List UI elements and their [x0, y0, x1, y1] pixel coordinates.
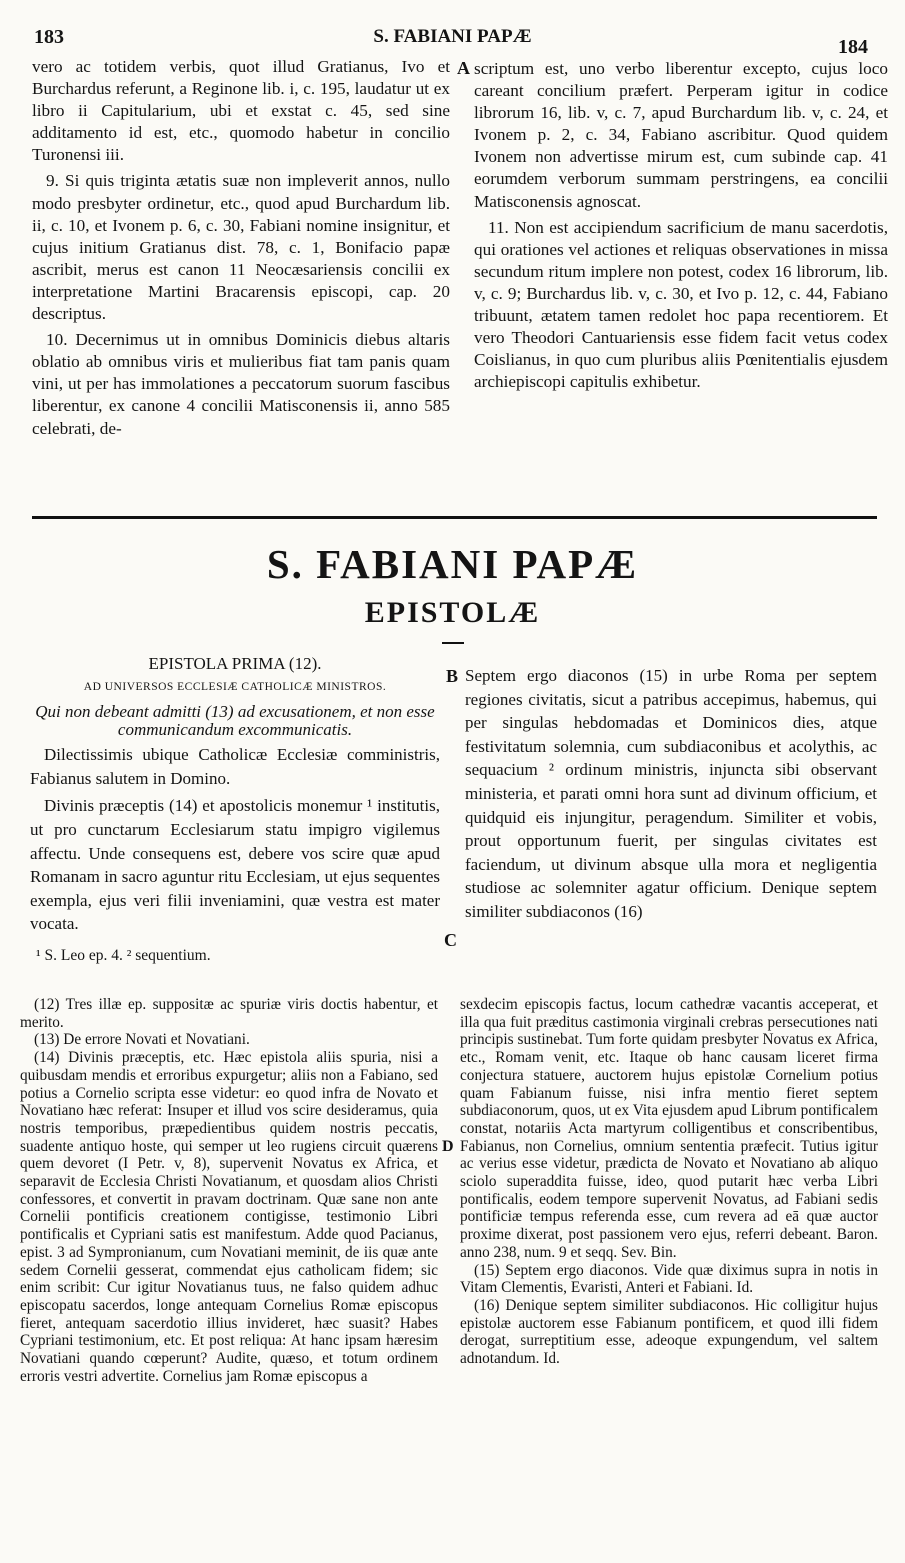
upper-left-column: [32, 56, 450, 440]
epistle-heading: EPISTOLA PRIMA (12).: [148, 654, 322, 673]
upper-left-para-2: 9. Si quis triginta ætatis suæ non impleverit annos, nullo modo presbyter ordinetur, etc., quod apud Burchardum lib. ii, c. 10, et Ivonem p. 6, c. 30, Fabiani nomine insignitur, et cujus initium Gratianus dist. 78, c. 1, Bonifacio papæ ascribit, merus est canon 11 Neocæsariensis concilii ex interpretatione Martini Bracarensis episcopi, cap. 20 descriptus.: [32, 171, 450, 324]
epistle-subtitle: EPISTOLÆ: [364, 596, 541, 629]
upper-left-para-1: vero ac totidem verbis, quot illud Gratianus, Ivo et Burchardus referunt, a Reginone lib. i, c. 195, laudatur ut ex libro ii Capitularium, ubi et exstat c. 45, sed sine additamento id est, etc., quomodo habetur in concilio Turonensi iii.: [32, 57, 450, 165]
margin-letter-c: C: [444, 930, 457, 950]
epistle-main-title: S. FABIANI PAPÆ: [266, 541, 639, 587]
footnote-14: (14) Divinis præceptis, etc. Hæc epistola aliis spuria, nisi a quibusdam mendis et erroribus expurgetur; aliis non a Fabiano, sed potius a Cornelio scripta esse videtur: eo quod infra de Novato et Novatiano hæc referat: Insuper et illud vos scire desideramus, quia nostris temporibus, præpedientibus quidem nostris peccatis, suadente antiquo hoste, qui semper ut leo rugiens circuit quærens quem devoret (I Petr. v, 8), supervenit Novatus ex Africa, et separavit de Ecclesia Christi Novatianum, et quosdam alios Christi confessores, et convertit in pravam doctrinam. Quæ sane non ante Cornelii pontificis creationem contigisse, testimonio Libri pontificalis et Cypriani satis est manifestum. Adde quod Pacianus, epist. 3 ad Sympronianum, cum Novatiani meminit, de iis quæ ante sedem Cornelii gesserat, commendat ejus catholicam fidem; sic enim scribit: Cur igitur Novatianus tuus, ne falso quidem adhuc episcopatu sacerdos, longe antequam Cornelius Romæ episcopus fieret, antequam sacerdotio illius invideret, hæc suasit? Habes Cypriani testimonium, etc. Et post reliqua: At hanc ipsam hæresim Novatiani quando cœperunt? Audite, quæso, et totum ordinem erroris vestri advertite. Cornelius jam Romæ episcopus a: [20, 1049, 438, 1385]
page-number-left: 183: [34, 26, 64, 48]
running-title: S. FABIANI PAPÆ: [373, 26, 532, 47]
footnotes-right-column: [460, 996, 878, 1368]
upper-left-para-3: 10. Decernimus ut in omnibus Dominicis diebus altaris oblatio ab omnibus viris et mulieribus fiat tam panis quam vini, ut per has immolationes a peccatorum suorum fascibus liberentur, ex canone 4 concilii Matisconensis ii, anno 585 celebrati, de-: [32, 330, 450, 438]
upper-right-column: [474, 58, 888, 393]
epistle-right-column: [465, 664, 877, 924]
epistle-body-left: Divinis præceptis (14) et apostolicis monemur ¹ institutis, ut pro cunctarum Ecclesiarum statu impigro vigilemus affectu. Unde consequens est, debere vos scire quæ apud Romanam in sacro aguntur ritu Ecclesiam, ut ejus sequentes exempla, ejus veri filii inveniamini, quæ vestra est mater vocata.: [30, 796, 440, 934]
footnote-12: (12) Tres illæ ep. suppositæ ac spuriæ viris doctis habentur, et merito.: [20, 996, 438, 1031]
footnote-13: (13) De errore Novati et Novatiani.: [34, 1031, 250, 1049]
upper-right-para-2: 11. Non est accipiendum sacrificium de manu sacerdotis, qui orationes vel actiones et reliquas observationes in missa secundum ritum implere non potest, codex 16 librorum, lib. v, c. 9; Burchardus lib. v, c. 30, et Ivo p. 12, c. 44, Fabiano tribuunt, ætatem tamen redolet hoc papa recentiorem. Et vero Theodori Cantuariensis esse fidem facit vetus codex Coislianus, in quo cum pluribus aliis Pœnitentialis ejusdem archiepiscopi capitulis exhibetur.: [474, 217, 888, 392]
margin-letter-a: A: [457, 58, 470, 78]
page-number-right: 184: [838, 36, 868, 58]
footnote-16: (16) Denique septem similiter subdiaconos. Hic colligitur hujus epistolæ auctorem esse Fabianum pontificem, et quod illi fidem derogat, surreptitium esse, adeoque expungendum, vel saltem adnotandum. Id.: [460, 1296, 878, 1368]
footnote-15: (15) Septem ergo diaconos. Vide quæ diximus supra in notis in Vitam Clementis, Evaristi, Anteri et Fabiani. Id.: [460, 1261, 878, 1297]
epistle-left-column: [30, 652, 440, 968]
margin-letter-d: D: [442, 1138, 454, 1155]
epistle-marginal-notes: ¹ S. Leo ep. 4. ² sequentium.: [36, 946, 211, 964]
epistle-salutation: Dilectissimis ubique Catholicæ Ecclesiæ comministris, Fabianus salutem in Domino.: [30, 745, 440, 788]
margin-letter-b: B: [446, 666, 459, 686]
epistle-body-right: Septem ergo diaconos (15) in urbe Roma per septem regiones civitatis, sicut a patribus accepimus, habemus, qui per singulas hebdomadas et Dominicos dies, atque festivitatum solemnia, cum subdiaconibus et acolythis, ac sequacium ² ordinum ministris, injuncta sibi observant ministeria, et parati omni hora sunt ad divinum officium, et quidquid eis injungitur, peragendum. Similiter et vobis, prout opportunum fuerit, per singulas civitates est faciendum, ut divinum absque ulla mora et negligentia studiose ac solemniter agatur officium. Denique septem similiter subdiaconos (16): [465, 666, 877, 921]
footnote-14-continued: sexdecim episcopis factus, locum cathedræ vacantis acceperat, et illa qua fuit præditus castimonia virginali crebras persecutiones nati principis sustinebat. Tum forte quidam presbyter Novatus ex Africa, etc., Romam venit, etc. Itaque ob hanc causam liceret firma conjectura statuere, auctorem hujus epistolæ Cornelium potius quam Fabianum fuisse, nisi infra mentio fieret septem subdiaconorum, quos, ut ex Vita ejusdem apud Librum pontificalem constat, notariis Acta martyrum colligentibus et conscribentibus, Fabianus, non Cornelius, omnium sententia præfecit. Tutius igitur ac verius esse videtur, prædicta de Novato et Novatiano ab aliquo sciolo superaddita fuisse, ideo, quod putarit hæc verba Libri pontificalis, eodem tempore supervenit Novatus, ad Fabiani sedis pontificiæ tempus referenda esse, cum revera ad eā quæ auctor proxime dixerat, post passionem vero ejus, referri debeant. Baron. anno 238, num. 9 et seqq. Sev. Bin.: [460, 996, 878, 1261]
epistle-address: AD UNIVERSOS ECCLESIÆ CATHOLICÆ MINISTROS.: [83, 680, 387, 693]
section-divider: [32, 516, 877, 519]
footnotes-left-column: [20, 996, 438, 1385]
upper-right-para-1: scriptum est, uno verbo liberentur excepto, cujus loco careant concilium præfert. Perperam igitur in codice librorum 16, lib. v, c. 7, apud Burchardum lib. v, c. 24, et Ivonem p. 2, c. 34, Fabiano ascribitur. Quod quidem Ivonem non advertisse mirum est, cum subinde cap. 41 eorumdem verborum summam perstringens, ea concilii Matisconensis agnoscat.: [474, 59, 888, 211]
title-dash: [442, 642, 464, 644]
epistle-summary: Qui non debeant admitti (13) ad excusationem, et non esse communicandum excommunicatis.: [35, 702, 435, 740]
